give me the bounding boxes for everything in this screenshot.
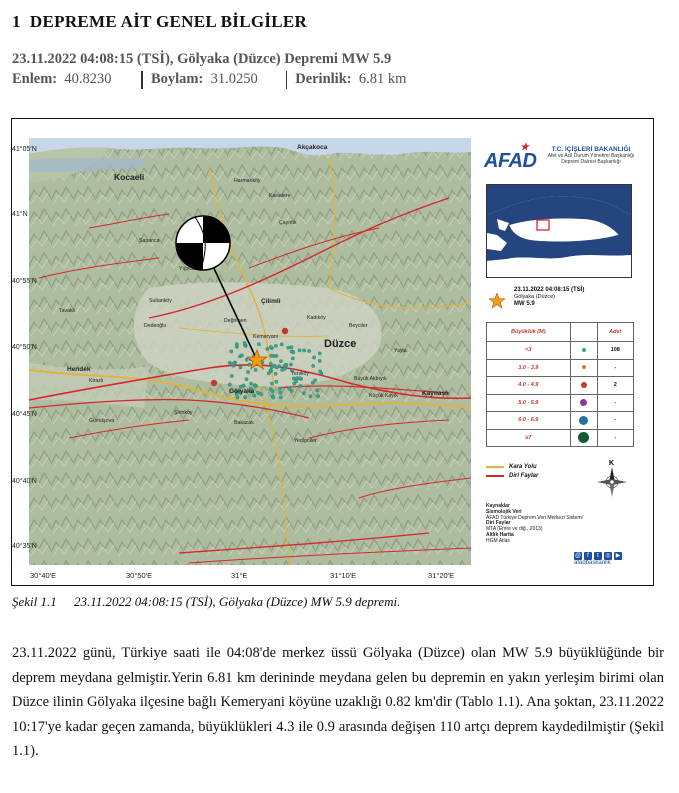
magnitude-range: 6.0 - 6.9: [487, 412, 571, 430]
aftershock-dot: [228, 383, 231, 386]
aftershock-dot: [298, 349, 301, 352]
source-seismic-text: AFAD Türkiye Deprem Veri Merkezi Sistemi: [486, 514, 583, 521]
place-label: Kirazlı: [89, 378, 104, 384]
aftershock-dot: [279, 396, 282, 399]
place-label: Küçük Kayık: [369, 393, 398, 399]
lat-tick: 40°45'N: [12, 411, 37, 418]
magnitude-legend-row: [487, 429, 634, 447]
place-label: Bakacak: [234, 420, 254, 426]
lon-tick: 30°40'E: [30, 571, 57, 580]
aftershock-dot: [257, 343, 260, 346]
magnitude-count: 108: [597, 342, 633, 360]
aftershock-dot: [235, 345, 238, 348]
aftershock-dot: [256, 391, 259, 394]
aftershock-dot: [289, 363, 292, 366]
quake-title: 23.11.2022 04:08:15 (TSİ), Gölyaka (Düzce) Depremi MW 5.9: [12, 51, 392, 67]
magnitude-legend-table: [486, 322, 634, 447]
sources-title: Kaynaklar: [486, 503, 510, 509]
aftershock-dot: [290, 346, 293, 349]
aftershock-dot: [272, 396, 275, 399]
event-magnitude: MW 5.9: [514, 301, 535, 307]
facebook-icon: f: [584, 552, 592, 560]
aftershock-dot: [299, 384, 302, 387]
aftershock-dot: [275, 366, 278, 369]
magnitude-count: -: [597, 412, 633, 430]
figure-caption: [12, 594, 400, 610]
coordinates-row: [12, 71, 406, 89]
magnitude-range: 5.0 - 5.9: [487, 394, 571, 412]
aftershock-dot: [269, 369, 272, 372]
latitude-label: Enlem:: [12, 71, 58, 87]
aftershock-dot: [307, 349, 310, 352]
place-label: Yayla: [394, 348, 407, 354]
mainshock-legend-star: [489, 293, 505, 309]
aftershock-dot: [253, 384, 256, 387]
relief-map: [29, 138, 471, 565]
place-label: Düzce: [324, 338, 357, 350]
magnitude-range: 4.0 - 4.9: [487, 377, 571, 395]
aftershock-dot: [266, 347, 269, 350]
magnitude-count: -: [597, 394, 633, 412]
place-label: Kocaeli: [114, 172, 145, 182]
lat-tick: 41°05'N: [12, 146, 37, 153]
lon-tick: 31°E: [231, 571, 248, 580]
ministry-header: [538, 146, 644, 165]
magnitude-symbol: [570, 429, 597, 447]
magnitude-symbol: [570, 359, 597, 377]
magnitude-range: ≥7: [487, 429, 571, 447]
aftershock-dot: [280, 343, 283, 346]
lon-tick: 30°50'E: [126, 571, 153, 580]
aftershock-dot: [291, 357, 294, 360]
m4-event-marker: [211, 380, 217, 386]
place-label: Hendek: [67, 366, 91, 373]
section-title: DEPREME AİT GENEL BİLGİLER: [29, 12, 308, 31]
north-arrow-icon: [592, 458, 632, 507]
aftershock-dot: [315, 389, 318, 392]
event-place: Gölyaka (Düzce): [514, 294, 555, 300]
place-label: Yığılca: [179, 266, 195, 272]
source-faults-title: Diri Faylar: [486, 520, 511, 527]
aftershock-dot: [274, 372, 277, 375]
place-label: Şirinköy: [174, 410, 193, 416]
lon-tick: 31°10'E: [330, 571, 357, 580]
magnitude-count: -: [597, 429, 633, 447]
place-label: Beyciler: [349, 323, 368, 329]
twitter-icon: t: [594, 552, 602, 560]
social-handle: afadbaskanlik: [574, 560, 611, 566]
place-label: Karadere: [269, 193, 291, 199]
longitude-value: 31.0250: [210, 71, 258, 87]
magnitude-legend-row: [487, 412, 634, 430]
aftershock-dot: [245, 358, 248, 361]
ministry-name: T.C. İÇİŞLERİ BAKANLIĞI: [551, 146, 631, 153]
aftershock-dot: [302, 392, 305, 395]
road-legend-item: [486, 462, 538, 471]
figure-caption-text: 23.11.2022 04:08:15 (TSİ), Gölyaka (Düzce) MW 5.9 depremi.: [74, 594, 401, 609]
place-label: Harmanköy: [234, 178, 261, 184]
place-label: Kadıköy: [307, 315, 326, 321]
aftershock-dot: [269, 345, 272, 348]
aftershock-dot: [295, 377, 298, 380]
magnitude-count: -: [597, 359, 633, 377]
aftershock-dot: [278, 387, 281, 390]
figure-number: Şekil 1.1: [12, 594, 57, 609]
aftershock-dot: [246, 370, 249, 373]
aftershock-dot: [309, 395, 312, 398]
aftershock-dot: [231, 363, 234, 366]
place-label: Kemeryani: [253, 334, 278, 340]
aftershock-dot: [311, 381, 314, 384]
sources-block: [486, 504, 583, 545]
latitude-value: 40.8230: [64, 71, 112, 87]
depth-value: 6.81 km: [358, 71, 407, 87]
aftershock-dot: [283, 367, 286, 370]
magnitude-symbol: [570, 342, 597, 360]
place-label: Çayırlık: [279, 220, 297, 226]
aftershock-dot: [259, 393, 262, 396]
depth-label: Derinlik:: [295, 71, 352, 87]
lat-tick: 40°35'N: [12, 543, 37, 550]
divider: [286, 71, 288, 89]
place-label: Sapanca: [139, 238, 160, 244]
magnitude-dot-icon: [581, 382, 587, 388]
m4-event-marker: [282, 328, 288, 334]
ministry-sub: Afet ve Acil Durum Yönetimi Başkanlığı: [547, 153, 635, 159]
aftershock-dot: [292, 351, 295, 354]
aftershock-dot: [272, 354, 275, 357]
body-paragraph: 23.11.2022 günü, Türkiye saati ile 04:08'de merkez üssü Gölyaka (Düzce) olan MW 5.9 büyüklüğünde bir deprem meydana gelmiştir.Yerin 6.81 km derininde meydana gelen bu depremin en yakın yerleşim birimi olan Düzce ilinin Gölyaka ilçesine bağlı Kemeryani köyüne uzaklığı 0.82 km'dir (Tablo 1.1). Ana şoktan, 23.11.2022 10:17'ye kadar geçen zamanda, büyüklükleri 4.3 ile 0.9 arasında değişen 110 artçı deprem kaydedilmiştir (Şekil 1.1).: [12, 645, 664, 759]
afad-logo: AFAD ★: [484, 142, 537, 172]
social-links: [574, 552, 622, 566]
lat-tick: 41°N: [12, 211, 28, 218]
map-legend-panel: [484, 138, 644, 574]
fault-legend-item: [486, 471, 538, 480]
aftershock-dot: [270, 382, 273, 385]
place-label: Akçakoca: [297, 144, 328, 151]
aftershock-dot: [287, 346, 290, 349]
place-label: Yeniköy: [291, 371, 309, 377]
place-label: Kaynaşlı: [422, 390, 449, 397]
aftershock-dot: [318, 352, 321, 355]
source-basemap-text: HGM Atlas: [486, 537, 510, 544]
magnitude-header: Büyüklük (M): [487, 323, 571, 342]
aftershock-dot: [245, 378, 248, 381]
source-basemap-title: Altlık Harita: [486, 531, 514, 538]
aftershock-dot: [243, 341, 246, 344]
section-number: 1: [12, 12, 21, 31]
place-label: Dedeoğlu: [144, 323, 167, 329]
place-label: Tavaklı: [59, 308, 76, 314]
aftershock-dot: [317, 395, 320, 398]
line-legend: [486, 462, 538, 480]
focal-mechanism-beachball: [176, 216, 230, 270]
magnitude-dot-icon: [580, 399, 587, 406]
aftershock-dot: [318, 359, 321, 362]
aftershock-dot: [284, 363, 287, 366]
magnitude-symbol: [570, 377, 597, 395]
magnitude-count: 2: [597, 377, 633, 395]
magnitude-dot-icon: [579, 416, 588, 425]
place-label: Çilimli: [261, 298, 281, 305]
youtube-icon: ▶: [615, 553, 621, 559]
longitude-label: Boylam:: [150, 71, 204, 87]
magnitude-range: 3.0 - 3.9: [487, 359, 571, 377]
earthquake-map-figure: [11, 118, 654, 586]
fault-swatch: [486, 475, 504, 477]
aftershock-dot: [244, 396, 247, 399]
email-icon: @: [574, 553, 582, 559]
aftershock-dot: [248, 363, 251, 366]
svg-text:K: K: [609, 460, 615, 467]
magnitude-symbol: [570, 394, 597, 412]
aftershock-dot: [239, 366, 242, 369]
ministry-dept: Deprem Dairesi Başkanlığı: [561, 159, 621, 165]
magnitude-legend-row: [487, 394, 634, 412]
road-legend-label: Kara Yolu: [509, 463, 537, 470]
magnitude-symbol: [570, 412, 597, 430]
aftershock-dot: [275, 380, 278, 383]
lat-tick: 40°55'N: [12, 278, 37, 285]
aftershock-dot: [236, 396, 239, 399]
aftershock-dot: [295, 380, 298, 383]
road-swatch: [486, 466, 504, 468]
aftershock-dot: [319, 370, 322, 373]
place-label: Yedigöller: [294, 438, 317, 444]
magnitude-range: <3: [487, 342, 571, 360]
place-label: Değirmen: [224, 318, 247, 324]
magnitude-legend-row: [487, 342, 634, 360]
section-heading: [12, 12, 307, 32]
locator-inset-map: [486, 184, 632, 278]
event-time: 23.11.2022 04:08:15 (TSİ): [514, 287, 585, 293]
aftershock-dot: [288, 387, 291, 390]
magnitude-legend-row: [487, 377, 634, 395]
aftershock-dot: [292, 377, 295, 380]
aftershock-dot: [230, 374, 233, 377]
source-faults-text: MTA (Emre ve diğ., 2013): [486, 526, 543, 533]
aftershock-dot: [267, 372, 270, 375]
place-label: Gölyaka: [229, 388, 255, 395]
lat-tick: 40°40'N: [12, 478, 37, 485]
aftershock-dot: [240, 354, 243, 357]
divider: [141, 71, 143, 89]
aftershock-dot: [274, 344, 277, 347]
magnitude-legend-row: [487, 359, 634, 377]
magnitude-dot-icon: [582, 365, 586, 369]
place-label: Sultanköy: [149, 298, 172, 304]
aftershock-dot: [269, 362, 272, 365]
lat-tick: 40°50'N: [12, 344, 37, 351]
event-summary: [514, 287, 584, 308]
aftershock-dot: [302, 349, 305, 352]
place-label: Gümüşova: [89, 418, 115, 424]
instagram-icon: ◎: [605, 553, 611, 559]
aftershock-dot: [249, 382, 252, 385]
aftershock-dot: [279, 391, 282, 394]
aftershock-dot: [230, 350, 233, 353]
aftershock-dot: [271, 389, 274, 392]
aftershock-dot: [254, 368, 257, 371]
source-seismic-title: Sismolojik Veri: [486, 508, 522, 515]
aftershock-dot: [279, 360, 282, 363]
aftershock-dot: [312, 356, 315, 359]
lon-tick: 31°20'E: [428, 571, 455, 580]
place-label: Büyük Akbıyık: [354, 376, 387, 382]
magnitude-dot-icon: [578, 432, 589, 443]
magnitude-dot-icon: [582, 348, 586, 352]
count-header: Adet: [597, 323, 633, 342]
fault-legend-label: Diri Faylar: [509, 472, 539, 479]
aftershock-dot: [312, 364, 315, 367]
